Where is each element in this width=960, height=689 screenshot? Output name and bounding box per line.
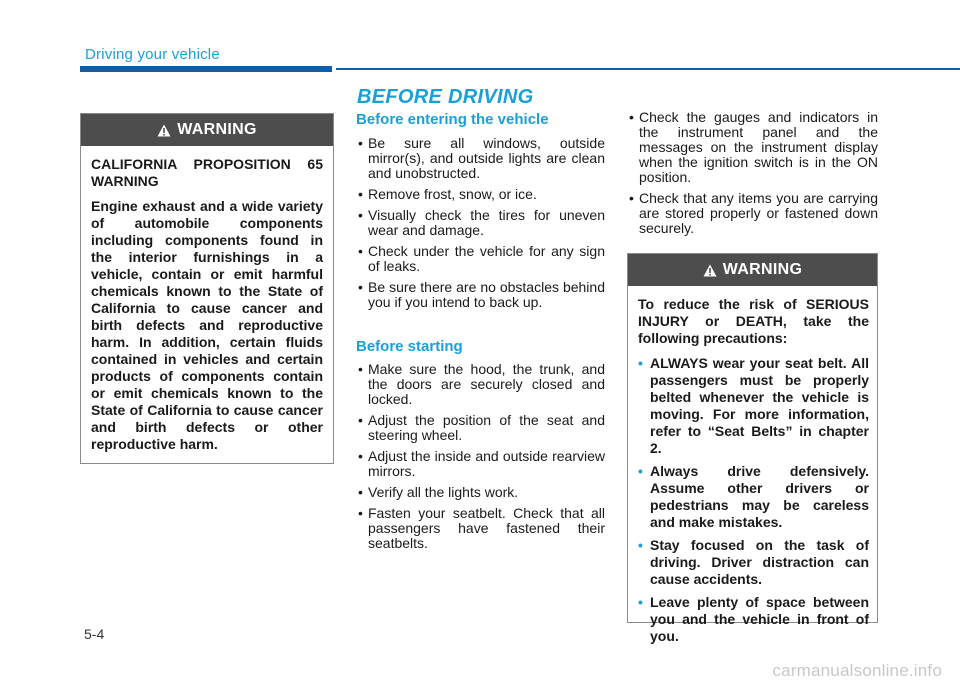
warning-header <box>81 114 333 146</box>
warning-list-item: • Stay focused on the task of driving. Driver distraction can cause accidents. <box>638 537 869 587</box>
warning-triangle-icon <box>703 264 717 277</box>
warning-box-prop65 <box>80 113 334 464</box>
watermark: carmanualsonline.info <box>772 661 942 680</box>
list-item: • Be sure all windows, outside mirror(s), and outside lights are clean and unobstructed. <box>356 136 605 181</box>
warning-triangle-icon <box>157 124 171 137</box>
list-item: • Visually check the tires for uneven wear and damage. <box>356 208 605 238</box>
bullet-icon: • <box>638 537 643 553</box>
subheading-before-starting: Before starting <box>356 338 463 355</box>
header-rule-line <box>336 68 960 70</box>
warning-header <box>628 254 877 286</box>
list-item: • Verify all the lights work. <box>356 485 605 500</box>
warning-list-item: • Always drive defensively. Assume other drivers or pedestrians may be careless and make mistakes. <box>638 463 869 530</box>
checks-list <box>627 110 878 242</box>
list-item: • Be sure there are no obstacles behind you if you intend to back up. <box>356 280 605 310</box>
list-item: • Adjust the position of the seat and steering wheel. <box>356 413 605 443</box>
page-number: 5-4 <box>84 626 105 642</box>
warning-list-item: • Leave plenty of space between you and the vehicle in front of you. <box>638 594 869 644</box>
bullet-icon: • <box>638 463 643 479</box>
list-item: • Check the gauges and indicators in the instrument panel and the messages on the instrument display when the ignition switch is in the ON position. <box>627 110 878 185</box>
page-heading: BEFORE DRIVING <box>357 86 534 108</box>
list-item: • Fasten your seatbelt. Check that all passengers have fastened their seatbelts. <box>356 506 605 551</box>
header-rule <box>80 66 332 72</box>
subheading-before-entering: Before entering the vehicle <box>356 111 549 128</box>
warning-title: CALIFORNIA PROPOSITION 65 WARNING <box>91 156 323 189</box>
bullet-icon: • <box>638 355 643 371</box>
list-item: • Make sure the hood, the trunk, and the doors are securely closed and locked. <box>356 362 605 407</box>
list-item: • Check under the vehicle for any sign of leaks. <box>356 244 605 274</box>
list-item: • Adjust the inside and outside rearview mirrors. <box>356 449 605 479</box>
list-item: • Check that any items you are carrying are stored properly or fastened down securely. <box>627 191 878 236</box>
warning-label: WARNING <box>722 261 803 278</box>
section-title: Driving your vehicle <box>85 46 220 63</box>
list-item: • Remove frost, snow, or ice. <box>356 187 605 202</box>
before-starting-list <box>356 362 605 557</box>
warning-list-item: • ALWAYS wear your seat belt. All passengers must be properly belted whenever the vehicle is moving. For more information, refer to “Seat Belts” in chapter 2. <box>638 355 869 456</box>
warning-text: Engine exhaust and a wide variety of automobile components including components found in the interior furnishings in a vehicle, contain or emit harmful chemicals known to the State of California to cause cancer and birth defects and reproductive harm. In addition, certain fluids contained in vehicles and certain products of components contain or emit chemicals known to the State of California to cause cancer and birth defects or other reproductive harm. <box>91 198 323 452</box>
warning-box-precautions <box>627 253 878 644</box>
bullet-icon: • <box>638 594 643 610</box>
warning-label: WARNING <box>177 121 257 138</box>
before-entering-list <box>356 136 605 316</box>
warning-intro: To reduce the risk of SERIOUS INJURY or DEATH, take the following precautions: <box>638 296 869 346</box>
